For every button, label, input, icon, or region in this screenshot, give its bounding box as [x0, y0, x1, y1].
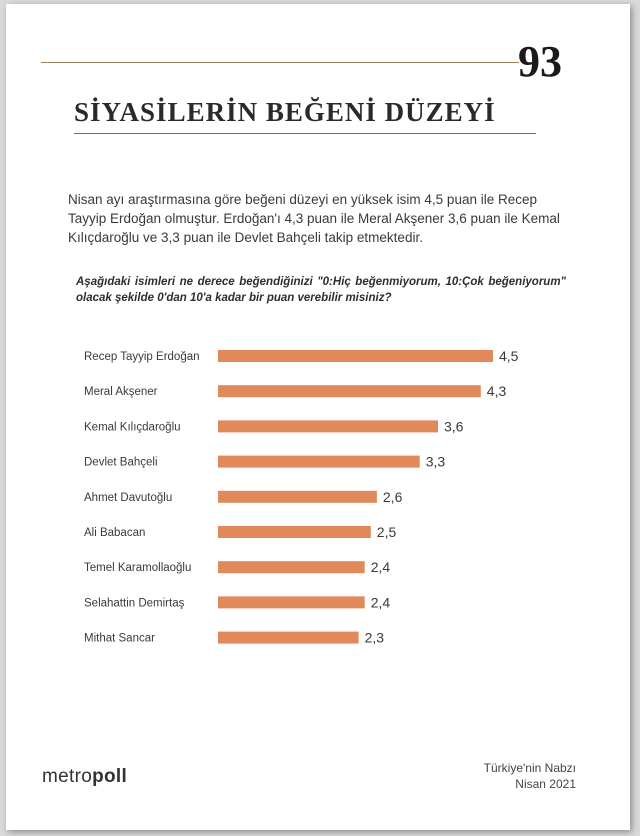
bar [218, 456, 420, 468]
survey-question: Aşağıdaki isimleri ne derece beğendiğinizi "0:Hiç beğenmiyorum, 10:Çok beğeniyorum" olacak şekilde 0'dan 10'a kadar bir puan verebilir misiniz? [76, 276, 566, 304]
footer-source [436, 760, 576, 792]
bar [218, 632, 359, 644]
category-label: Selahattin Demirtaş [84, 597, 185, 610]
value-label: 3,6 [444, 418, 464, 435]
bar [218, 491, 377, 503]
logo-text-bold: poll [92, 766, 128, 787]
category-label: Ali Babacan [84, 527, 146, 539]
value-label: 2,5 [376, 524, 397, 540]
bar [218, 420, 438, 432]
summary-paragraph: Nisan ayı araştırmasına göre beğeni düzeyi en yüksek isim 4,5 puan ile Recep Tayyip Erdoğan olmuştur. Erdoğan'ı 4,3 puan ile Meral Akşener 3,6 puan ile Kemal Kılıçdaroğlu ve 3,3 puan ile Devlet Bahçeli takip etmektedir. [68, 192, 560, 245]
report-page [6, 4, 630, 830]
bar [218, 526, 371, 538]
value-label: 4,5 [499, 348, 519, 364]
value-label: 2,4 [370, 559, 391, 576]
category-label: Devlet Bahçeli [84, 456, 158, 469]
value-label: 2,4 [370, 594, 391, 611]
value-label: 4,3 [486, 383, 507, 400]
bar [218, 596, 365, 608]
category-label: Meral Akşener [84, 386, 158, 399]
value-label: 2,6 [382, 488, 403, 505]
approval-bar-chart [6, 4, 630, 744]
value-label: 2,3 [364, 629, 385, 646]
category-label: Kemal Kılıçdaroğlu [84, 421, 181, 434]
logo-text-light: metro [42, 766, 93, 787]
category-label: Ahmet Davutoğlu [84, 491, 173, 504]
bar [218, 561, 365, 573]
bar [218, 385, 481, 397]
category-label: Recep Tayyip Erdoğan [84, 351, 200, 363]
metropoll-logo [42, 766, 127, 788]
category-label: Temel Karamollaoğlu [84, 562, 192, 575]
page-number: 93 [518, 37, 562, 86]
source-title: Türkiye'nin Nabzı [483, 761, 576, 775]
bar [218, 350, 493, 362]
value-label: 3,3 [425, 453, 446, 470]
page-title: SİYASİLERİN BEĞENİ DÜZEYİ [74, 97, 496, 127]
category-label: Mithat Sancar [84, 632, 155, 645]
source-date: Nisan 2021 [515, 777, 576, 791]
